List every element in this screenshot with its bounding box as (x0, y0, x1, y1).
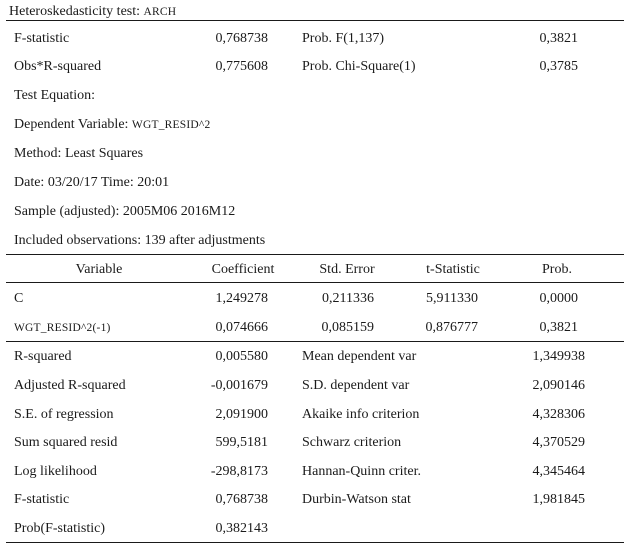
title (9, 2, 176, 22)
stat-prob-label: Prob. F(1,137) (302, 31, 385, 46)
summary-row (0, 462, 637, 491)
test-stat-row (0, 57, 637, 86)
summary-value-2: 1,349938 (532, 349, 585, 364)
summary-value: 0,382143 (215, 521, 268, 536)
summary-value: -0,001679 (210, 378, 268, 393)
title-row (0, 2, 637, 31)
title-test-name: ARCH (143, 6, 177, 18)
date-label: Date: 03/20/17 Time: 20:01 (14, 175, 170, 190)
summary-value-2: 4,328306 (532, 407, 585, 422)
summary-value: 0,005580 (215, 349, 268, 364)
summary-label: Prob(F-statistic) (14, 521, 105, 536)
header-std-error: Std. Error (319, 262, 375, 277)
summary-label-2: S.D. dependent var (302, 378, 410, 393)
stat-prob-value: 0,3785 (539, 59, 578, 74)
header-variable: Variable (75, 262, 123, 277)
summary-value-2: 2,090146 (532, 378, 585, 393)
stat-prob-label: Prob. Chi-Square(1) (302, 59, 416, 74)
summary-label: R-squared (14, 349, 72, 364)
summary-value-2: 1,981845 (532, 492, 585, 507)
summary-label: Log likelihood (14, 464, 97, 479)
stat-value: 0,768738 (215, 31, 268, 46)
std-error-value: 0,211336 (322, 291, 374, 306)
summary-row (0, 405, 637, 434)
dependent-variable-value: WGT_RESID^2 (131, 119, 211, 131)
title-label: Heteroskedasticity test: (9, 4, 141, 19)
summary-row (0, 347, 637, 376)
info-row (0, 86, 637, 115)
summary-value-2: 4,370529 (532, 435, 585, 450)
summary-value: 599,5181 (215, 435, 268, 450)
stat-label: Obs*R-squared (14, 59, 102, 74)
dependent-variable-label: Dependent Variable: (14, 117, 129, 132)
summary-value-2: 4,345464 (532, 464, 585, 479)
test-stat-row (0, 29, 637, 58)
rule-top (6, 20, 624, 21)
table-row (0, 289, 637, 318)
variable-name (14, 318, 111, 338)
stat-prob-value: 0,3821 (539, 31, 578, 46)
rule-header-bottom (6, 282, 624, 283)
header-t-statistic: t-Statistic (426, 262, 480, 277)
info-row (0, 231, 637, 260)
summary-label-2: Hannan-Quinn criter. (302, 464, 421, 479)
t-stat-value: 5,911330 (426, 291, 478, 306)
summary-label-2: Schwarz criterion (302, 435, 402, 450)
summary-value: 2,091900 (215, 407, 268, 422)
summary-label: Adjusted R-squared (14, 378, 126, 393)
variable-name-text: WGT_RESID^2(-1) (14, 322, 111, 334)
summary-label: Sum squared resid (14, 435, 118, 450)
summary-row (0, 519, 637, 548)
test-equation-label: Test Equation: (14, 88, 96, 103)
stat-label: F-statistic (14, 31, 70, 46)
info-row (0, 173, 637, 202)
summary-label-2: Durbin-Watson stat (302, 492, 411, 507)
method-label: Method: Least Squares (14, 146, 144, 161)
coefficient-value: 0,074666 (215, 320, 268, 335)
coefficient-value: 1,249278 (215, 291, 268, 306)
info-row (0, 202, 637, 231)
summary-value: 0,768738 (215, 492, 268, 507)
summary-row (0, 376, 637, 405)
variable-name: C (14, 291, 24, 306)
summary-label: S.E. of regression (14, 407, 114, 422)
info-row (0, 144, 637, 173)
dependent-variable (14, 115, 210, 135)
sample-label: Sample (adjusted): 2005M06 2016M12 (14, 204, 236, 219)
header-coefficient: Coefficient (211, 262, 275, 277)
table-row (0, 318, 637, 347)
summary-label-2: Mean dependent var (302, 349, 417, 364)
summary-row (0, 490, 637, 519)
stat-value: 0,775608 (215, 59, 268, 74)
observations-label: Included observations: 139 after adjustments (14, 233, 266, 248)
t-stat-value: 0,876777 (425, 320, 478, 335)
rule-bottom (6, 542, 624, 543)
prob-value: 0,0000 (539, 291, 578, 306)
rule-coef-bottom (6, 341, 624, 342)
info-row (0, 115, 637, 144)
coef-header-row (0, 260, 637, 289)
summary-value: -298,8173 (210, 464, 268, 479)
rule-header-top (6, 254, 624, 255)
prob-value: 0,3821 (539, 320, 578, 335)
summary-label: F-statistic (14, 492, 70, 507)
std-error-value: 0,085159 (321, 320, 374, 335)
header-prob: Prob. (542, 262, 572, 277)
summary-label-2: Akaike info criterion (302, 407, 420, 422)
summary-row (0, 433, 637, 462)
